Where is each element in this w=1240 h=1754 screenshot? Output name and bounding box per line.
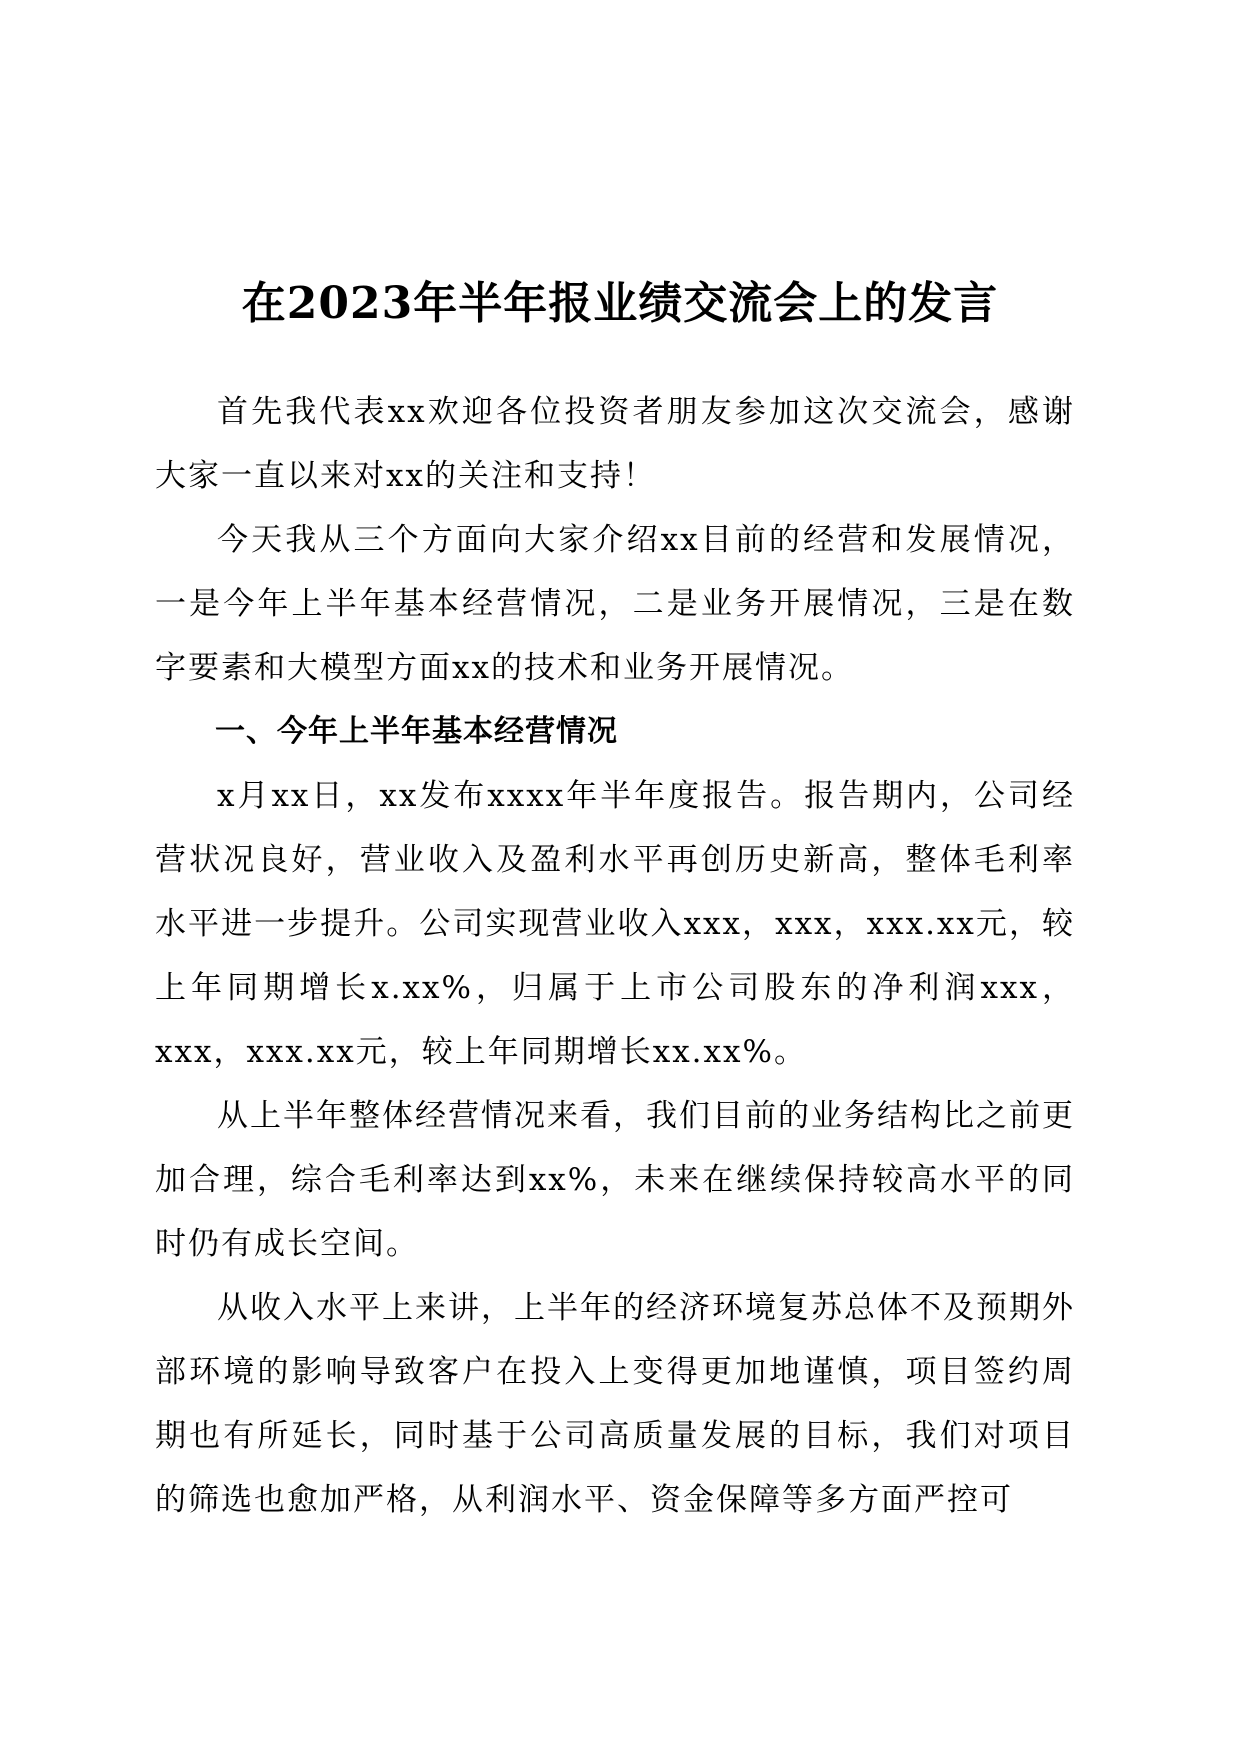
section-heading-business-status: 一、今年上半年基本经营情况 xyxy=(215,714,618,749)
paragraph-revenue-level: 从收入水平上来讲，上半年的经济环境复苏总体不及预期外部环境的影响导致客户在投入上变得更加地谨慎，项目签约周期也有所延长，同时基于公司高质量发展的目标，我们对项目的筛选也愈加严格，从利润水平、资金保障等多方面严控可 xyxy=(155,1290,1075,1518)
document-title: 在2023年半年报业绩交流会上的发言 xyxy=(241,278,999,330)
paragraph-business-structure: 从上半年整体经营情况来看，我们目前的业务结构比之前更加合理，综合毛利率达到xx%，未来在继续保持较高水平的同时仍有成长空间。 xyxy=(155,1098,1075,1262)
paragraph-welcome: 首先我代表xx欢迎各位投资者朋友参加这次交流会，感谢大家一直以来对xx的关注和支持！ xyxy=(155,394,1075,494)
document-body xyxy=(155,380,1075,1532)
paragraph-half-year-report: x月xx日，xx发布xxxx年半年度报告。报告期内，公司经营状况良好，营业收入及盈利水平再创历史新高，整体毛利率水平进一步提升。公司实现营业收入xxx，xxx，xxx.xx元，较上年同期增长x.xx%，归属于上市公司股东的净利润xxx，xxx，xxx.xx元，较上年同期增长xx.xx%。 xyxy=(155,778,1075,1070)
paragraph-overview: 今天我从三个方面向大家介绍xx目前的经营和发展情况，一是今年上半年基本经营情况，二是业务开展情况，三是在数字要素和大模型方面xx的技术和业务开展情况。 xyxy=(155,522,1075,686)
